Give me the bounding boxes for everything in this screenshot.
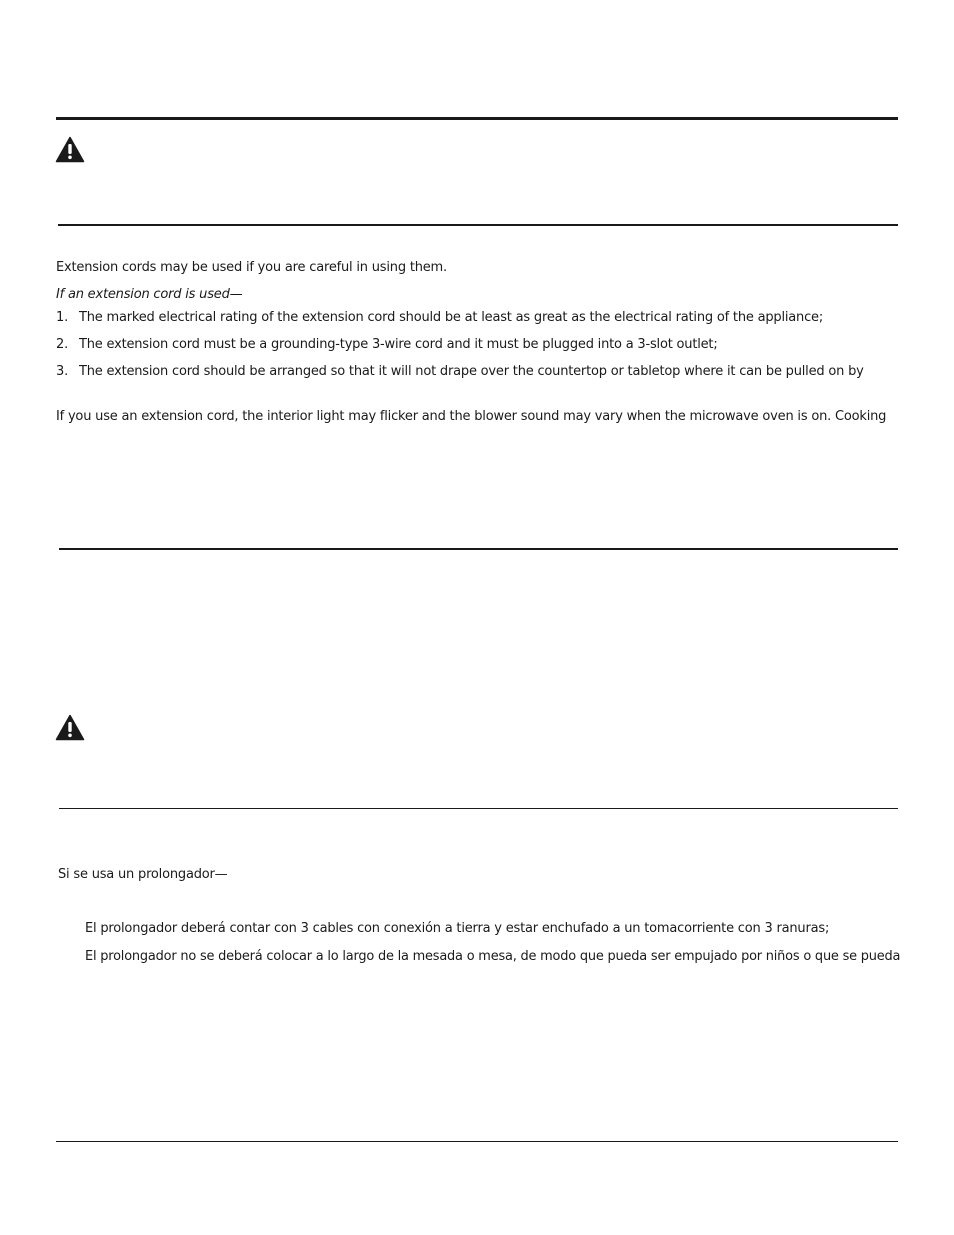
prolongador-condition: Si se usa un prolongador— <box>58 867 228 882</box>
extension-cord-note: If you use an extension cord, the interior light may flicker and the blower sound may vary when the microwave oven is on. Cooking <box>56 409 887 424</box>
top-section-rule <box>56 117 898 120</box>
bottom-section-rule <box>56 1141 898 1142</box>
list-item-number: 2. <box>56 337 69 352</box>
spanish-warning-header-rule <box>59 808 898 809</box>
list-item: The extension cord should be arranged so that it will not drape over the countertop or tabletop where it can be pulled on by <box>79 364 864 379</box>
middle-section-rule <box>59 548 898 550</box>
list-item-number: 3. <box>56 364 69 379</box>
list-item: The marked electrical rating of the extension cord should be at least as great as the electrical rating of the appliance; <box>79 310 824 325</box>
list-item: El prolongador no se deberá colocar a lo largo de la mesada o mesa, de modo que pueda ser empujado por niños o que se pueda <box>85 949 901 964</box>
warning-triangle-icon <box>55 136 85 163</box>
list-item: The extension cord must be a grounding-type 3-wire cord and it must be plugged into a 3-slot outlet; <box>79 337 718 352</box>
list-item-number: 1. <box>56 310 69 325</box>
list-item: El prolongador deberá contar con 3 cables con conexión a tierra y estar enchufado a un tomacorriente con 3 ranuras; <box>85 921 830 936</box>
extension-cord-intro: Extension cords may be used if you are careful in using them. <box>56 260 447 275</box>
warning-triangle-icon <box>55 714 85 741</box>
extension-cord-condition: If an extension cord is used— <box>56 287 243 302</box>
warning-header-rule <box>58 224 898 226</box>
